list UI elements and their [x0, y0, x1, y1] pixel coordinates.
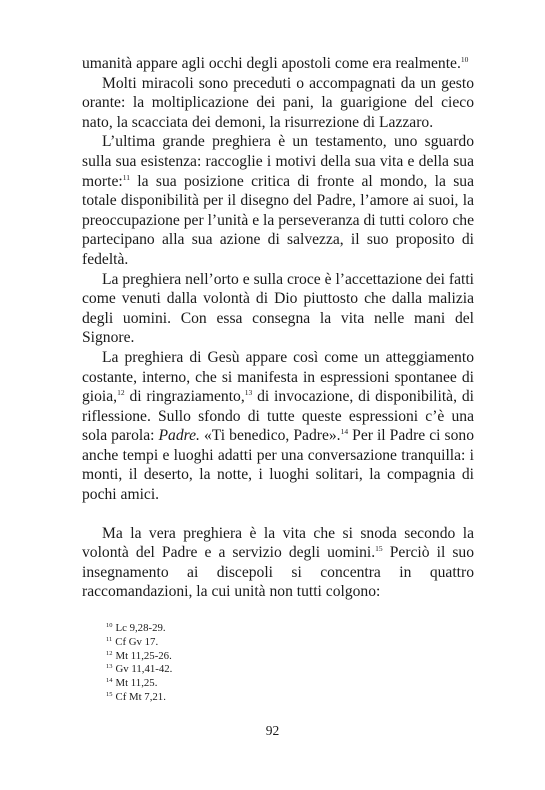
- footnote-marker: 14: [340, 427, 349, 437]
- footnote: $^{12}$ Mt 11,25-26.: [106, 649, 172, 662]
- footnote-marker: 13: [244, 388, 253, 398]
- text-run: Ma la vera preghiera è la vita che si snoda secondo la volontà del Padre e a servizio degli uomini.: [82, 524, 474, 562]
- footnote: $^{13}$ Gv 11,41-42.: [106, 663, 173, 676]
- text-run: «Ti benedico, Padre».: [199, 427, 341, 445]
- footnotes: [106, 622, 172, 705]
- paragraph-5: [82, 348, 474, 505]
- text-run: Molti miracoli sono preceduti o accompagnati da un gesto orante: la moltiplicazione dei pani, la guarigione del cieco nato, la scacciata dei demoni, la risurrezione di Lazzaro.: [82, 74, 474, 131]
- page-body: [82, 54, 474, 602]
- text-run: La preghiera nell’orto e sulla croce è l’accettazione dei fatti come venuti dalla volontà di Dio piuttosto che dalla malizia degli uomini. Con essa consegna la vita nelle mani del Signore.: [82, 270, 474, 347]
- text-run: L’ultima grande preghiera è un testamento, uno sguardo sulla sua esistenza: raccoglie i motivi della sua vita e della sua morte:: [82, 133, 474, 190]
- paragraph-4: [82, 270, 474, 348]
- paragraph-2: [82, 74, 474, 133]
- footnote-marker: 12: [117, 388, 125, 398]
- text-run: di ringraziamento,: [124, 388, 245, 406]
- footnote: $^{14}$ Mt 11,25.: [106, 677, 158, 690]
- page-number: 92: [265, 723, 280, 738]
- footnote-marker: 11: [122, 172, 130, 182]
- section-gap: [82, 505, 474, 524]
- text-run: di invocazione, di disponibilità, di riflessione. Sullo sfondo di tutte queste espressioni c’è una sola parola:: [82, 388, 474, 445]
- footnote-marker: 10: [460, 55, 469, 64]
- text-run: la sua posizione critica di fronte al mondo, la sua totale disponibilità per il disegno del Padre, l’amore ai suoi, la preoccupazione per l’unità e la perseveranza di tutti coloro che partecipano alla sua azione di salvezza, il suo proposito di fedeltà.: [82, 172, 474, 268]
- footnote-marker: 15: [375, 544, 383, 554]
- paragraph-1: [82, 54, 474, 74]
- text-run: Per il Padre ci sono anche tempi e luoghi adatti per una conversazione tranquilla: i monti, il deserto, la notte, i luoghi solitari, la compagnia di pochi amici.: [82, 427, 474, 504]
- text-run: La preghiera di Gesù appare così come un atteggiamento costante, interno, che si manifesta in espressioni spontanee di gioia,: [82, 348, 474, 406]
- paragraph-6: [82, 524, 474, 602]
- footnote: $^{15}$ Cf Mt 7,21.: [106, 690, 166, 703]
- paragraph-3: [82, 132, 474, 269]
- text-run: Perciò il suo insegnamento ai discepoli si concentra in quattro raccomandazioni, la cui unità non tutti colgono:: [82, 544, 474, 601]
- footnote: $^{10}$ Lc 9,28-29.: [106, 622, 166, 634]
- text-run: umanità appare agli occhi degli apostoli come era realmente.: [82, 55, 461, 72]
- footnote: $^{11}$ Cf Gv 17.: [106, 635, 159, 648]
- italic-text: Padre.: [158, 427, 200, 445]
